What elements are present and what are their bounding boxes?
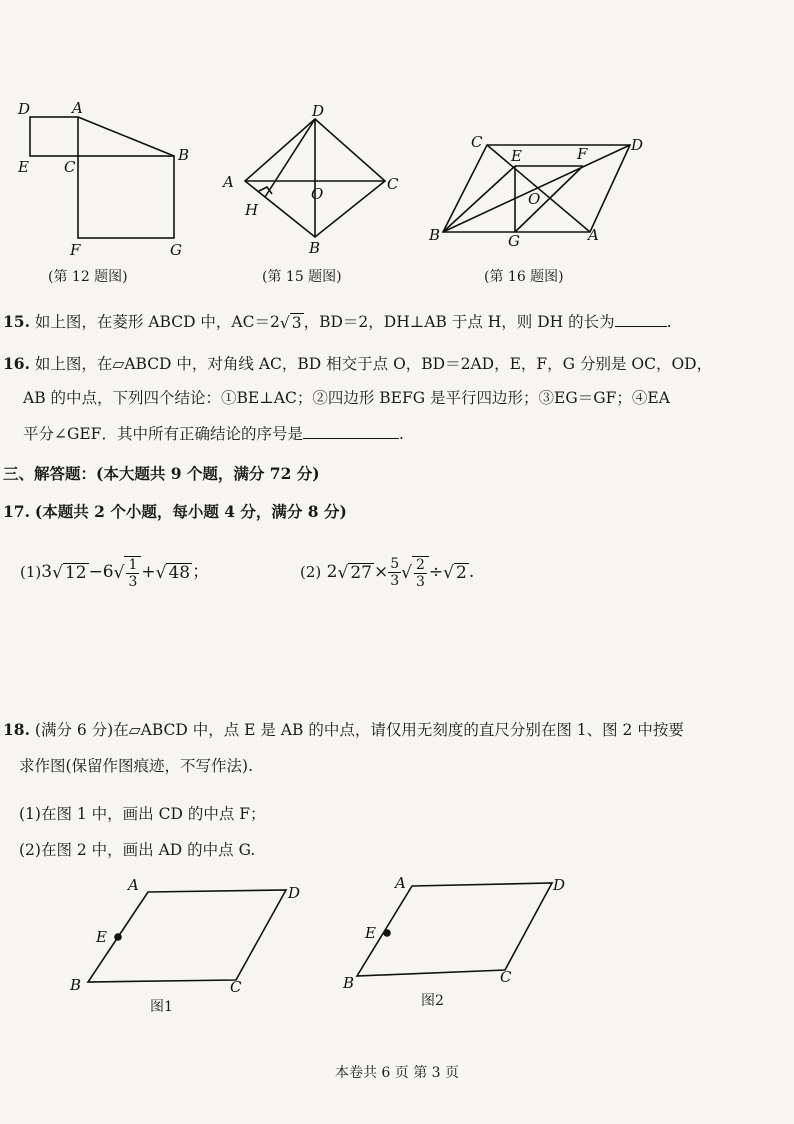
fig16-label-o: O	[528, 190, 541, 208]
q16-line1: 如上图，在▱ABCD 中，对角线 AC，BD 相交于点 O，BD＝2AD，E，F，G 分别是 OC，OD，	[34, 355, 713, 373]
fig12-label-e: E	[18, 158, 29, 176]
fig12-label-a: A	[72, 100, 83, 117]
point-e	[383, 929, 391, 937]
fig1-label-a: A	[128, 876, 139, 894]
q18-line4: (2)在图 2 中，画出 AD 的中点 G.	[19, 841, 256, 859]
fig12-label-b: B	[178, 146, 190, 164]
page-footer: 本卷共 6 页 第 3 页	[334, 1065, 460, 1081]
q15-answer-blank[interactable]	[615, 310, 667, 327]
fig12-caption: (第 12 题图)	[48, 269, 128, 285]
fig16-label-g: G	[508, 232, 520, 250]
fig16-label-a: A	[588, 226, 599, 244]
q17-part2: (2) 2√ 27 × $\frac{5}{3}$ √ $\frac{2}{3}$ ÷√ 2 .	[300, 556, 475, 590]
figure-15	[215, 105, 410, 260]
q16-line2: AB 的中点，下列四个结论：①BE⊥AC；②四边形 BEFG 是平行四边形；③EG＝GF；④EA	[23, 389, 670, 407]
q16-answer-blank[interactable]	[303, 422, 399, 439]
fig15-label-o: O	[311, 185, 324, 203]
fig16-label-f: F	[577, 145, 588, 163]
q18-figure-1	[60, 870, 310, 1000]
fig1-label-d: D	[288, 884, 301, 902]
fig2-label-c: C	[500, 968, 512, 986]
fig16-caption: (第 16 题图)	[484, 269, 564, 285]
q15-text-before: 如上图，在菱形 ABCD 中，AC＝2	[34, 313, 280, 331]
figure-16	[425, 128, 650, 253]
fig2-label-b: B	[343, 974, 355, 992]
point-e	[114, 933, 122, 941]
fig15-label-b: B	[309, 239, 321, 257]
fig1-label-c: C	[230, 978, 242, 996]
section-3-heading: 三、解答题：(本大题共 9 个题，满分 72 分)	[3, 464, 320, 483]
fig1-label-b: B	[70, 976, 82, 994]
fig16-label-b: B	[429, 226, 441, 244]
question-15: 15. 如上图，在菱形 ABCD 中，AC＝2√ 3 ，BD＝2，DH⊥AB 于点 H，则 DH 的长为 .	[3, 308, 783, 336]
fig12-label-d: D	[18, 100, 31, 118]
fig15-label-c: C	[387, 175, 399, 193]
q18-figure-2	[335, 866, 575, 996]
fig15-label-a: A	[223, 173, 234, 191]
q16-line3: 平分∠GEF．其中所有正确结论的序号是	[23, 425, 303, 443]
fig16-label-c: C	[471, 133, 483, 151]
fig16-label-e: E	[511, 147, 522, 165]
q18-number: 18.	[3, 720, 30, 739]
q16-number: 16.	[3, 354, 30, 373]
fig2-label-d: D	[553, 876, 566, 894]
fig12-label-g: G	[170, 241, 182, 259]
q15-number: 15.	[3, 312, 30, 331]
fig2-label-a: A	[395, 874, 406, 892]
question-16: 16. 如上图，在▱ABCD 中，对角线 AC，BD 相交于点 O，BD＝2AD，E，F，G 分别是 OC，OD， AB 的中点，下列四个结论：①BE⊥AC；②四边形 BEFG 是平行四边形；③EG＝GF；④EA 平分∠GEF．其中所有正确结论的序号是 .	[3, 354, 713, 443]
q17-header: 17. (本题共 2 个小题，每小题 4 分，满分 8 分)	[3, 502, 347, 521]
fig16-label-d: D	[631, 136, 644, 154]
figure-12	[10, 100, 210, 260]
q18-fig2-caption: 图2	[421, 993, 444, 1009]
fig15-label-d: D	[312, 105, 325, 120]
q15-sqrt: √ 3	[279, 314, 302, 332]
q17-part1: (1)3√ 12 −6√ $\frac{1}{3}$ +√ 48 ；	[20, 556, 210, 590]
fig12-label-c: C	[64, 158, 76, 176]
fig2-label-e: E	[365, 924, 376, 942]
fig12-label-f: F	[70, 241, 81, 259]
q18-fig1-caption: 图1	[150, 999, 173, 1015]
q18-line1: (满分 6 分)在▱ABCD 中，点 E 是 AB 的中点，请仅用无刻度的直尺分别在图 1、图 2 中按要	[34, 721, 684, 739]
q18-line3: (1)在图 1 中，画出 CD 的中点 F；	[19, 805, 266, 823]
q18-line2: 求作图(保留作图痕迹，不写作法).	[19, 757, 254, 775]
fig15-label-h: H	[245, 201, 259, 219]
fig1-label-e: E	[96, 928, 107, 946]
question-18	[3, 718, 788, 868]
q15-text-after: ，BD＝2，DH⊥AB 于点 H，则 DH 的长为	[303, 313, 615, 331]
fig15-caption: (第 15 题图)	[262, 269, 342, 285]
